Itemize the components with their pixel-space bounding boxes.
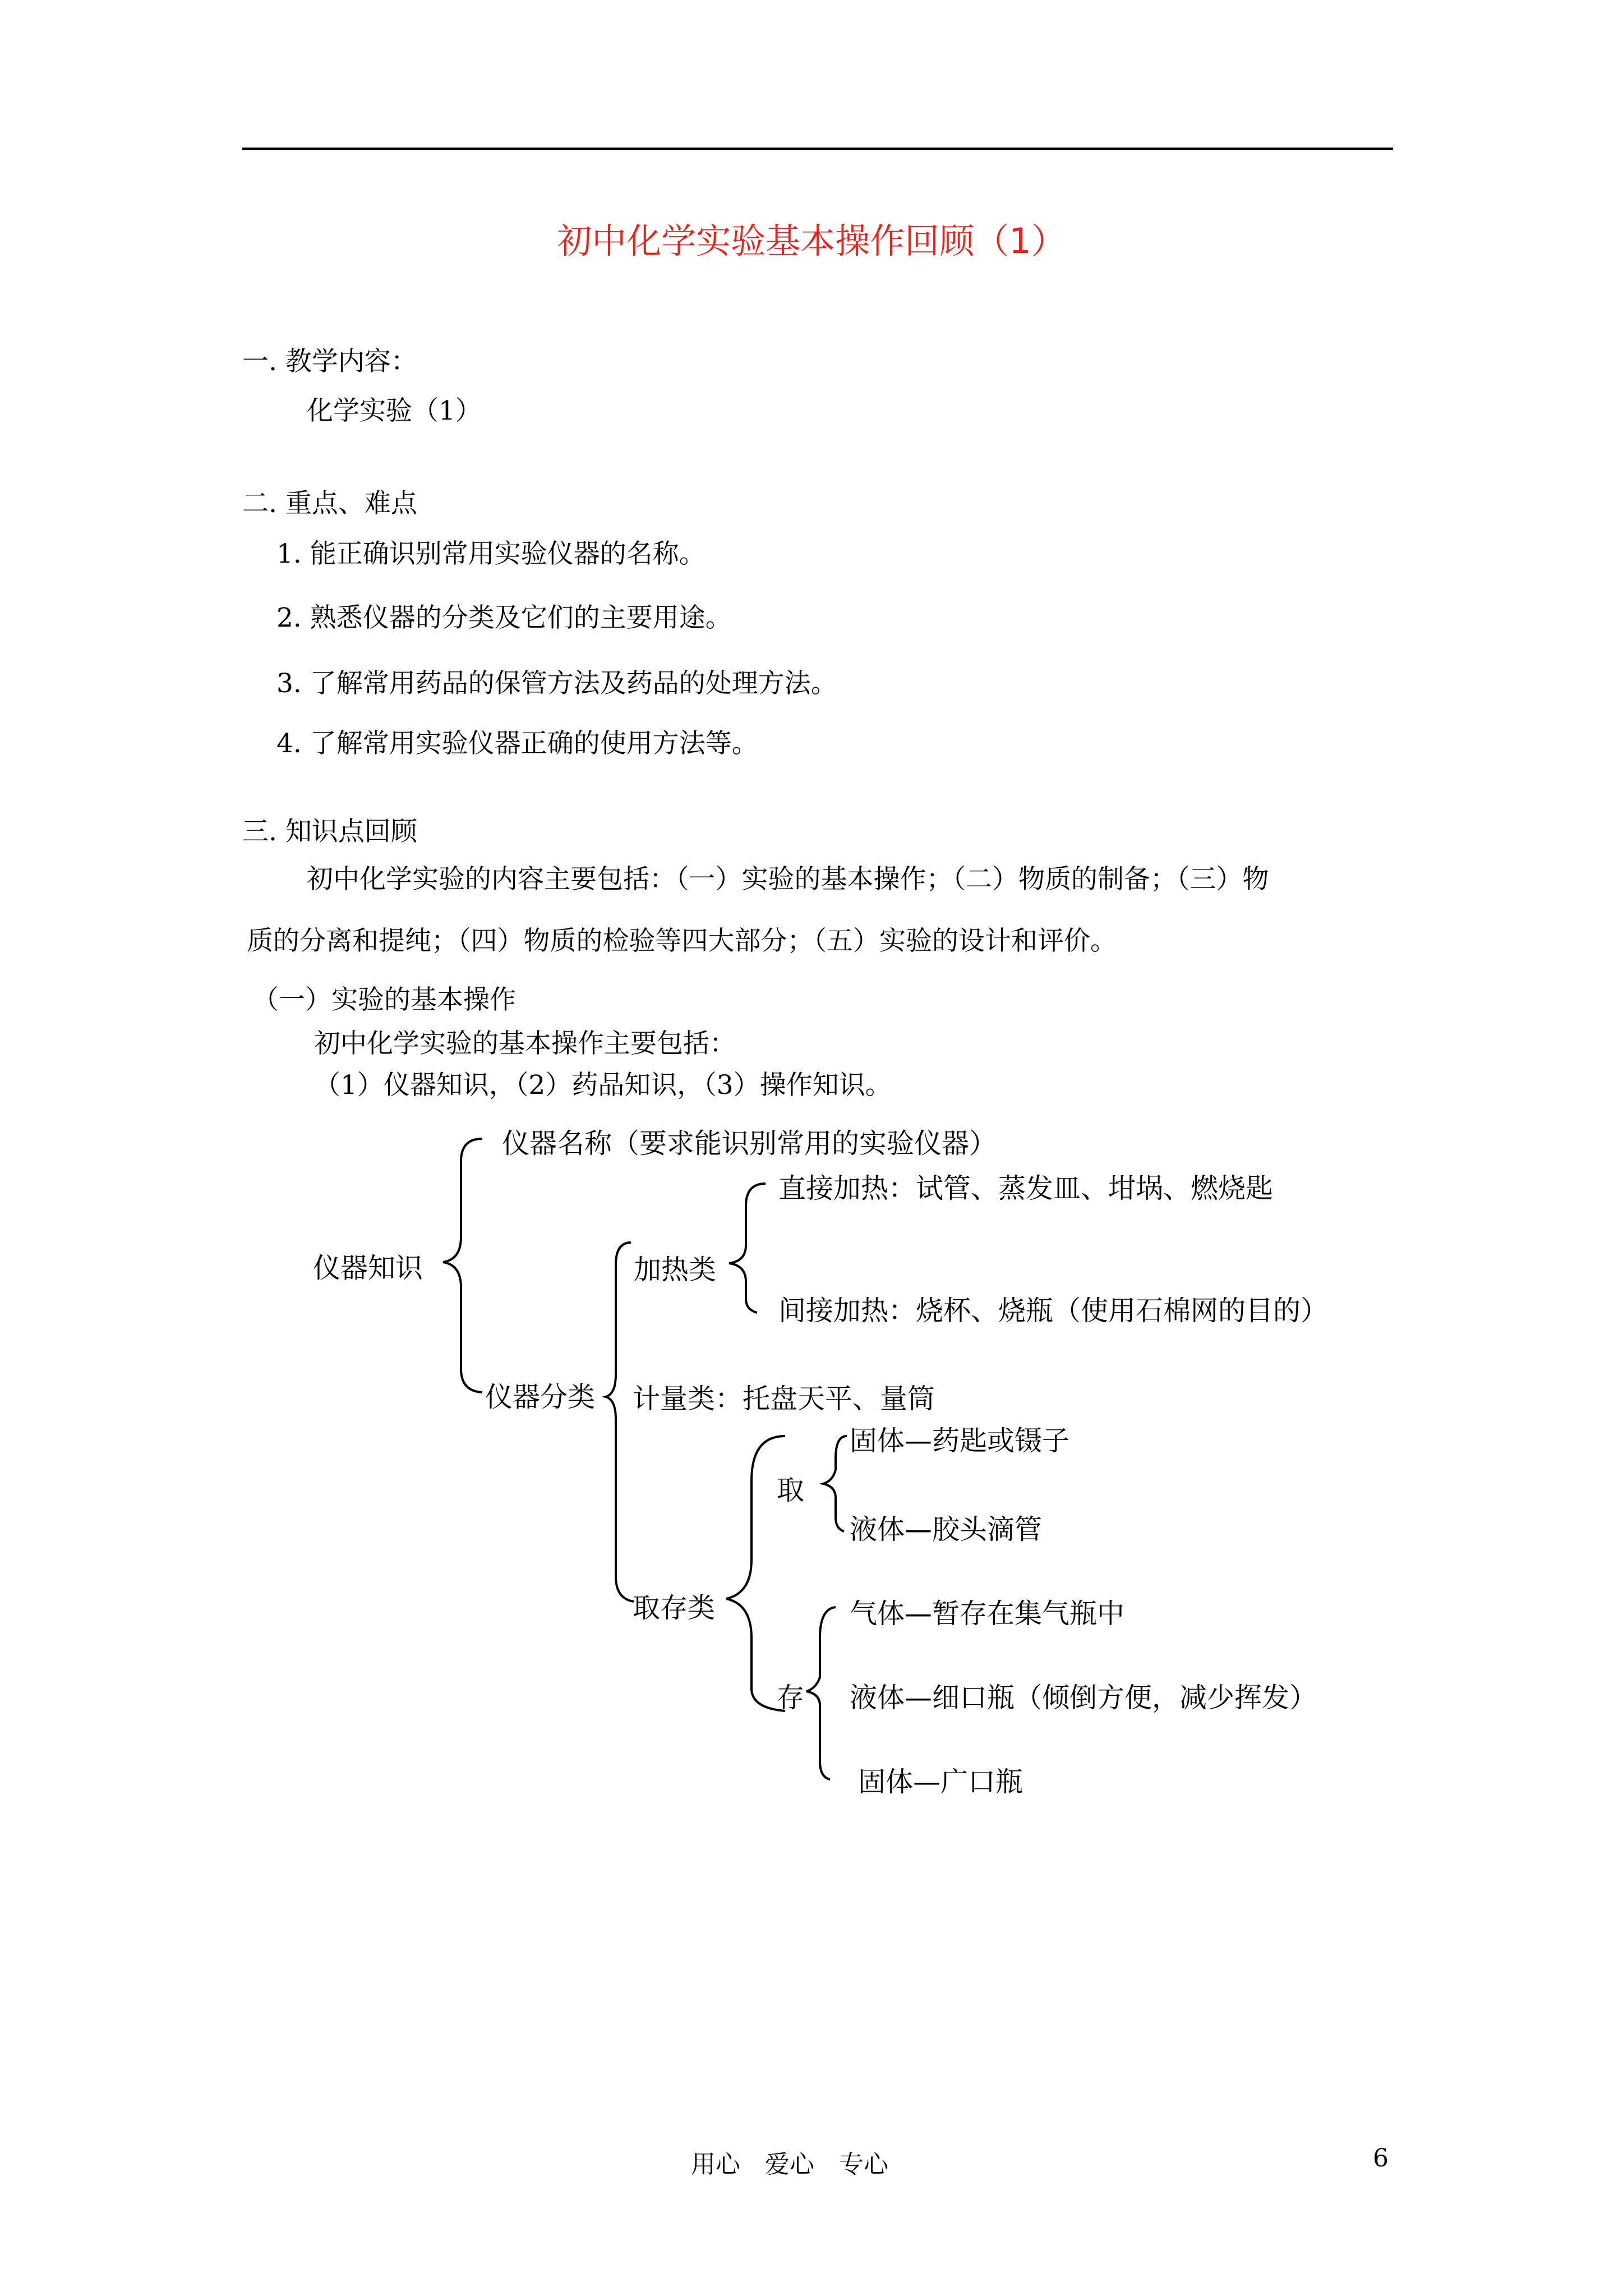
node-root: 仪器知识 [313,1252,423,1284]
node-store-solid: 固体—广口瓶 [858,1766,1023,1798]
footer-slogan: 用心 爱心 专心 [691,2150,888,2179]
node-take: 取 [777,1474,805,1506]
list-item: 2. 熟悉仪器的分类及它们的主要用途。 [276,602,732,633]
section-1-line: 化学实验（1） [307,395,482,426]
bracket-root [443,1139,482,1392]
list-item: 3. 了解常用药品的保管方法及药品的处理方法。 [276,668,837,699]
node-take-liquid: 液体—胶头滴管 [850,1513,1043,1545]
paragraph-line: 初中化学实验的内容主要包括：（一）实验的基本操作；（二）物质的制备；（三）物 [307,864,1269,895]
subsection-line: （1）仪器知识，（2）药品知识，（3）操作知识。 [314,1070,892,1101]
node-class: 仪器分类 [485,1381,596,1413]
section-2-heading: 二. 重点、难点 [242,488,417,519]
node-take-solid: 固体—药匙或镊子 [850,1425,1070,1457]
node-store-liquid: 液体—细口瓶（倾倒方便，减少挥发） [850,1682,1317,1714]
node-store: 存 [777,1682,805,1714]
node-name: 仪器名称（要求能识别常用的实验仪器） [502,1128,997,1159]
subsection-heading: （一）实验的基本操作 [252,984,516,1015]
node-heat-indirect: 间接加热：烧杯、烧瓶（使用石棉网的目的） [778,1295,1329,1327]
page-number: 6 [1373,2144,1389,2173]
node-measure: 计量类：托盘天平、量筒 [633,1383,935,1415]
page-title: 初中化学实验基本操作回顾（1） [557,220,1066,261]
bracket-heat [729,1184,766,1313]
paragraph-line: 质的分离和提纯；（四）物质的检验等四大部分；（五）实验的设计和评价。 [247,926,1117,956]
bracket-take [823,1436,847,1531]
node-heat-direct: 直接加热：试管、蒸发皿、坩埚、燃烧匙 [778,1172,1274,1204]
bracket-class [606,1243,634,1602]
list-item: 1. 能正确识别常用实验仪器的名称。 [276,539,706,569]
subsection-line: 初中化学实验的基本操作主要包括： [314,1028,736,1059]
list-item: 4. 了解常用实验仪器正确的使用方法等。 [276,728,758,759]
bracket-store [806,1607,836,1779]
section-1-heading: 一. 教学内容： [242,346,417,377]
node-heat: 加热类 [634,1254,717,1286]
node-takestore: 取存类 [633,1592,716,1624]
section-3-heading: 三. 知识点回顾 [242,816,417,847]
node-store-gas: 气体—暂存在集气瓶中 [850,1598,1125,1630]
